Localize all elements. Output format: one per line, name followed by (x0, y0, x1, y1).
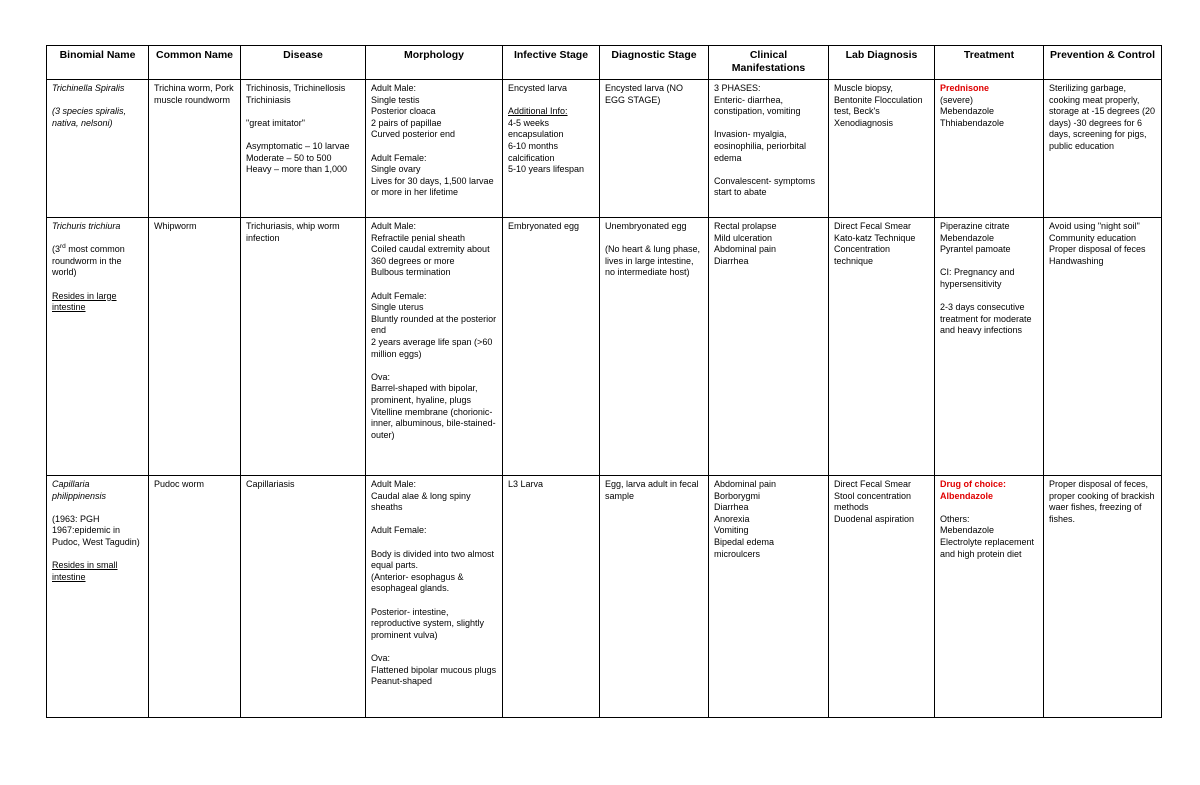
cell-line (371, 360, 497, 372)
cell-line: Posterior cloaca (371, 106, 436, 117)
cell-line: Body is divided into two almost equal parts. (371, 548, 495, 571)
cell-line (371, 537, 497, 549)
cell-line: (Anterior- esophagus & esophageal glands. (371, 571, 464, 594)
cell-line: Caudal alae & long spiny sheaths (371, 490, 471, 513)
cell-line (371, 595, 497, 607)
cell-lab (829, 476, 935, 718)
cell-line: Bulbous termination (371, 267, 451, 278)
cell-diagnostic (600, 476, 709, 718)
cell-line: Heavy – more than 1,000 (246, 164, 348, 175)
cell-line: Enteric- diarrhea, constipation, vomiting (714, 94, 801, 117)
cell-line (371, 141, 497, 153)
cell-line: L3 Larva (508, 479, 544, 489)
cell-line (52, 244, 143, 279)
cell-line: Vitelline membrane (chorionic-inner, albuminous, bile-stained-outer) (371, 406, 496, 440)
cell-line: Posterior- intestine, reproductive system, slightly prominent vulva) (371, 606, 485, 640)
cell-line: Unembryonated egg (605, 221, 687, 231)
cell-line: Encysted larva (NO EGG STAGE) (605, 83, 684, 105)
cell-line: Thhiabendazole (940, 117, 1005, 128)
cell-line: Embryonated egg (508, 221, 580, 231)
cell-line: Direct Fecal Smear (834, 221, 912, 231)
cell-binomial (47, 80, 149, 218)
cell-line: 5-10 years lifespan (508, 164, 585, 175)
cell-line: Bluntly rounded at the posterior end (371, 313, 497, 336)
cell-disease (241, 80, 366, 218)
cell-common (149, 476, 241, 718)
cell-line: Mebendazole (940, 525, 995, 536)
header-diagnostic-stage: Diagnostic Stage (600, 46, 709, 80)
cell-line: Whipworm (154, 221, 197, 231)
cell-line: Trichina worm, Pork muscle roundworm (154, 83, 234, 105)
cell-lab (829, 80, 935, 218)
header-infective-stage: Infective Stage (503, 46, 600, 80)
cell-line: Proper disposal of feces, proper cooking of brackish waer fishes, freezing of fishes. (1049, 479, 1155, 524)
cell-line: Drug of choice: Albendazole (940, 479, 1007, 501)
cell-morphology (366, 476, 503, 718)
cell-disease (241, 218, 366, 476)
cell-binomial (47, 218, 149, 476)
cell-line: Invasion- myalgia, eosinophilia, periorbital edema (714, 129, 807, 163)
cell-line: Ova: (371, 371, 391, 382)
cell-line: Peanut-shaped (371, 676, 433, 687)
cell-line: Adult Female: (371, 525, 427, 536)
cell-line (371, 641, 497, 653)
header-prevention-control: Prevention & Control (1044, 46, 1162, 80)
cell-line: "great imitator" (246, 117, 305, 128)
cell-line: (1963: PGH 1967:epidemic in Pudoc, West Tagudin) (52, 513, 140, 547)
cell-line: microulcers (714, 548, 761, 559)
cell-clinical (709, 476, 829, 718)
cell-line (52, 502, 143, 514)
cell-line: Proper disposal of feces (1049, 244, 1146, 255)
cell-line: Kato-katz Technique (834, 232, 916, 243)
cell-line: Mebendazole (940, 232, 995, 243)
cell-line: Resides in small intestine (52, 560, 118, 582)
cell-clinical (709, 218, 829, 476)
cell-line: Anorexia (714, 513, 750, 524)
cell-line: 2-3 days consecutive treatment for moderate and heavy infections (940, 302, 1032, 336)
cell-line: 2 years average life span (>60 million eggs) (371, 336, 493, 359)
cell-line: Diarrhea (714, 255, 749, 266)
cell-line: Additional Info: (508, 106, 568, 117)
cell-line: Capillariasis (246, 479, 295, 489)
header-lab-diagnosis: Lab Diagnosis (829, 46, 935, 80)
header-disease: Disease (241, 46, 366, 80)
cell-infective (503, 80, 600, 218)
cell-infective (503, 476, 600, 718)
cell-line: Borborygmi (714, 490, 761, 501)
cell-morphology (366, 218, 503, 476)
cell-disease (241, 476, 366, 718)
cell-common (149, 80, 241, 218)
cell-line: Community education (1049, 232, 1137, 243)
cell-line: Single uterus (371, 302, 424, 313)
cell-line (714, 118, 823, 130)
cell-line: Sterilizing garbage, cooking meat properly, storage at -15 degrees (20 days) -30 degrees for 6 days, screening for pigs, public education (1049, 83, 1156, 151)
cell-line: 2 pairs of papillae (371, 117, 442, 128)
cell-line: Flattened bipolar mucous plugs (371, 664, 497, 675)
table-row (47, 476, 1162, 718)
cell-line: Capillaria philippinensis (52, 479, 107, 501)
cell-line: (3 species spiralis, nativa, nelsoni) (52, 106, 127, 128)
cell-infective (503, 218, 600, 476)
cell-line: Diarrhea (714, 502, 749, 513)
cell-line: Egg, larva adult in fecal sample (605, 479, 699, 501)
header-clinical-manifestations: Clinical Manifestations (709, 46, 829, 80)
cell-line: Encysted larva (508, 83, 568, 93)
cell-line: Trichinosis, Trichinellosis Trichiniasis (246, 83, 346, 105)
cell-line: Adult Female: (371, 290, 427, 301)
cell-morphology (366, 80, 503, 218)
table-row (47, 80, 1162, 218)
cell-clinical (709, 80, 829, 218)
cell-line (246, 106, 360, 118)
header-binomial-name: Binomial Name (47, 46, 149, 80)
cell-line: CI: Pregnancy and hypersensitivity (940, 267, 1015, 289)
cell-line (940, 502, 1038, 514)
cell-line: Pudoc worm (154, 479, 205, 489)
cell-line (508, 95, 594, 107)
table-row (47, 218, 1162, 476)
cell-line: Mebendazole (940, 106, 995, 117)
cell-line: (severe) (940, 94, 974, 105)
cell-line: Piperazine citrate (940, 221, 1010, 231)
cell-line (52, 549, 143, 561)
cell-line: Rectal prolapse (714, 221, 777, 231)
cell-text: most common roundworm in the world) (52, 244, 125, 278)
cell-prevention (1044, 80, 1162, 218)
cell-prevention (1044, 476, 1162, 718)
cell-line: 4-5 weeks encapsulation (508, 117, 564, 140)
cell-line: Duodenal aspiration (834, 513, 915, 524)
cell-line: Mild ulceration (714, 232, 773, 243)
cell-line: Adult Male: (371, 83, 417, 93)
cell-line: Asymptomatic – 10 larvae (246, 140, 350, 151)
cell-line: Lives for 30 days, 1,500 larvae or more in her lifetime (371, 175, 494, 198)
cell-line: Curved posterior end (371, 129, 456, 140)
cell-line: Adult Male: (371, 479, 417, 489)
cell-line: Ova: (371, 652, 391, 663)
cell-line (371, 279, 497, 291)
cell-line: Direct Fecal Smear (834, 479, 912, 489)
cell-line: Handwashing (1049, 255, 1104, 266)
cell-binomial (47, 476, 149, 718)
cell-line: Trichuris trichiura (52, 221, 121, 231)
cell-line: Concentration technique (834, 244, 891, 266)
cell-prevention (1044, 218, 1162, 476)
cell-line: Abdominal pain (714, 479, 777, 489)
cell-line: Pyrantel pamoate (940, 244, 1011, 255)
header-morphology: Morphology (366, 46, 503, 80)
header-common-name: Common Name (149, 46, 241, 80)
cell-line: Adult Female: (371, 152, 427, 163)
cell-line (52, 95, 143, 107)
cell-line: (No heart & lung phase, lives in large intestine, no intermediate host) (605, 244, 701, 278)
cell-line: Prednisone (940, 83, 990, 93)
cell-line: Moderate – 50 to 500 (246, 152, 332, 163)
cell-line (52, 279, 143, 291)
cell-common (149, 218, 241, 476)
cell-diagnostic (600, 218, 709, 476)
cell-line (714, 164, 823, 176)
cell-line: Barrel-shaped with bipolar, prominent, hyaline, plugs (371, 383, 478, 405)
cell-line: Vomiting (714, 525, 749, 536)
cell-treatment (935, 476, 1044, 718)
parasite-table (46, 45, 1162, 718)
cell-line (246, 129, 360, 141)
cell-line: Trichuriasis, whip worm infection (246, 221, 340, 243)
cell-line: Single testis (371, 94, 420, 105)
cell-line: Others: (940, 513, 970, 524)
cell-line (605, 233, 703, 245)
cell-line: 3 PHASES: (714, 83, 761, 93)
cell-diagnostic (600, 80, 709, 218)
cell-lab (829, 218, 935, 476)
cell-line: Electrolyte replacement and high protein diet (940, 536, 1035, 559)
cell-line: Abdominal pain (714, 244, 777, 255)
cell-line (940, 291, 1038, 303)
cell-line: Bipedal edema (714, 536, 775, 547)
cell-line (371, 514, 497, 526)
header-row (47, 46, 1162, 80)
cell-treatment (935, 80, 1044, 218)
cell-line: Resides in large intestine (52, 290, 117, 313)
cell-line: Stool concentration methods (834, 490, 912, 513)
cell-line: Avoid using "night soil" (1049, 221, 1140, 231)
cell-line (940, 256, 1038, 268)
cell-line: Convalescent- symptoms start to abate (714, 175, 816, 198)
cell-line: Coiled caudal extremity about 360 degrees or more (371, 244, 490, 266)
cell-line: Adult Male: (371, 221, 417, 231)
cell-line: Single ovary (371, 164, 421, 175)
cell-line: Refractile penial sheath (371, 232, 466, 243)
cell-superscript: rd (60, 243, 66, 251)
cell-line: Muscle biopsy, Bentonite Flocculation test, Beck's Xenodiagnosis (834, 83, 923, 128)
cell-line: Trichinella Spiralis (52, 83, 125, 93)
cell-line: 6-10 months calcification (508, 140, 559, 163)
header-treatment: Treatment (935, 46, 1044, 80)
cell-treatment (935, 218, 1044, 476)
cell-text: (3 (52, 244, 61, 255)
